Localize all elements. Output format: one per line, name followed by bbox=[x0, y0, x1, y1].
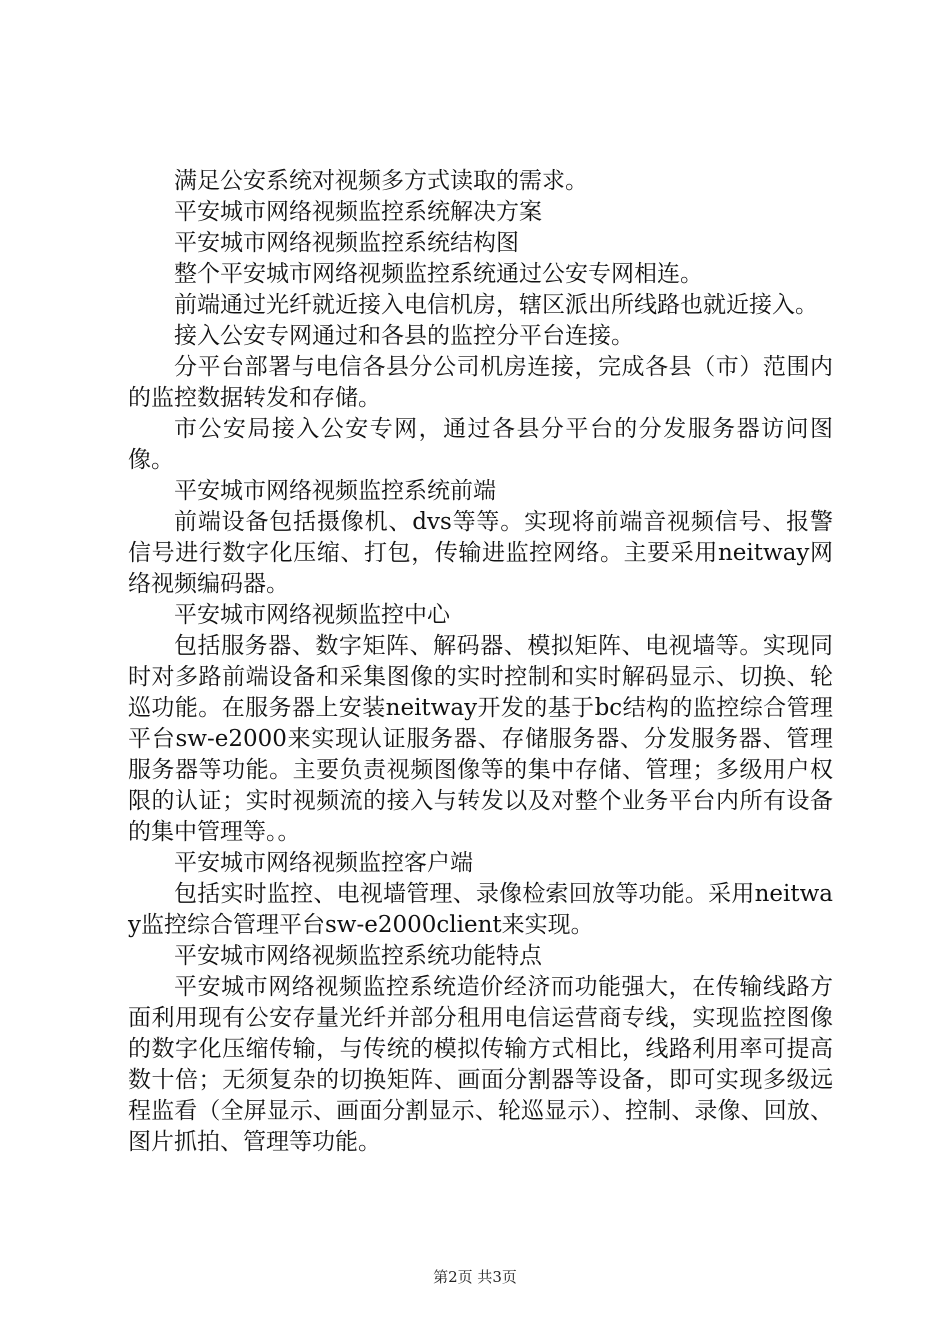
document-body bbox=[128, 166, 833, 1158]
paragraph: 分平台部署与电信各县分公司机房连接，完成各县（市）范围内的监控数据转发和存储。 bbox=[128, 354, 833, 411]
page-footer: 第2页 共3页 bbox=[433, 1268, 517, 1286]
section-heading: 平安城市网络视频监控中心 bbox=[174, 602, 450, 628]
section-heading: 平安城市网络视频监控系统结构图 bbox=[174, 230, 519, 256]
section-heading: 平安城市网络视频监控系统功能特点 bbox=[174, 943, 542, 969]
paragraph: 包括实时监控、电视墙管理、录像检索回放等功能。采用neitway监控综合管理平台sw-e2000client来实现。 bbox=[128, 881, 833, 938]
paragraph: 前端通过光纤就近接入电信机房，辖区派出所线路也就近接入。 bbox=[174, 292, 818, 318]
paragraph: 平安城市网络视频监控系统造价经济而功能强大，在传输线路方面利用现有公安存量光纤并部分租用电信运营商专线，实现监控图像的数字化压缩传输，与传统的模拟传输方式相比，线路利用率可提高数十倍；无须复杂的切换矩阵、画面分割器等设备，即可实现多级远程监看（全屏显示、画面分割显示、轮巡显示）、控制、录像、回放、图片抓拍、管理等功能。 bbox=[128, 974, 833, 1155]
paragraph: 市公安局接入公安专网，通过各县分平台的分发服务器访问图像。 bbox=[128, 416, 833, 473]
paragraph: 前端设备包括摄像机、dvs等等。实现将前端音视频信号、报警信号进行数字化压缩、打包，传输进监控网络。主要采用neitway网络视频编码器。 bbox=[128, 509, 833, 597]
section-heading: 平安城市网络视频监控系统前端 bbox=[174, 478, 496, 504]
paragraph: 包括服务器、数字矩阵、解码器、模拟矩阵、电视墙等。实现同时对多路前端设备和采集图像的实时控制和实时解码显示、切换、轮巡功能。在服务器上安装neitway开发的基于bc结构的监控综合管理平台sw-e2000来实现认证服务器、存储服务器、分发服务器、管理服务器等功能。主要负责视频图像等的集中存储、管理；多级用户权限的认证；实时视频流的接入与转发以及对整个业务平台内所有设备的集中管理等。。 bbox=[128, 633, 833, 845]
section-heading: 平安城市网络视频监控系统解决方案 bbox=[174, 199, 542, 225]
paragraph: 满足公安系统对视频多方式读取的需求。 bbox=[174, 168, 588, 194]
section-heading: 平安城市网络视频监控客户端 bbox=[174, 850, 473, 876]
paragraph: 接入公安专网通过和各县的监控分平台连接。 bbox=[174, 323, 634, 349]
paragraph: 整个平安城市网络视频监控系统通过公安专网相连。 bbox=[174, 261, 703, 287]
